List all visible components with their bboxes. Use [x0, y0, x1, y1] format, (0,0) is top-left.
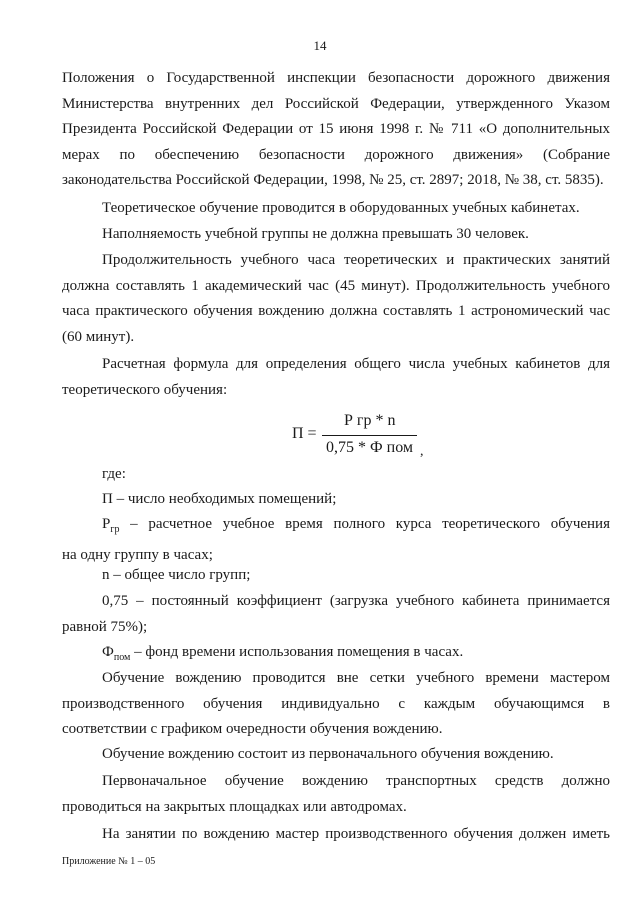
paragraph-legal-reference	[62, 66, 610, 194]
paragraph-formula-intro	[62, 352, 610, 403]
where-label: где:	[102, 466, 126, 482]
formula-lhs: П =	[292, 425, 317, 442]
paragraph-driving-composition: Обучение вождению состоит из первоначального обучения вождению.	[102, 746, 554, 762]
text-line: законодательства Российской Федерации, 1998, № 25, ст. 2897; 2018, № 38, ст. 5835).	[62, 172, 604, 189]
paragraph-theory-cabinets: Теоретическое обучение проводится в оборудованных учебных кабинетах.	[102, 200, 580, 216]
symbol-f: Ф	[102, 644, 114, 660]
text-line: теоретического обучения:	[62, 381, 228, 398]
formula-fraction-bar	[322, 435, 417, 436]
formula-comma: ,	[420, 444, 424, 459]
text-line: 0,75 – постоянный коэффициент (загрузка учебного кабинета принимается	[102, 593, 610, 609]
definition-group-time	[62, 512, 610, 568]
definition-rooms: П – число необходимых помещений;	[102, 491, 337, 507]
cabinet-count-formula	[292, 412, 442, 462]
paragraph-group-size: Наполняемость учебной группы не должна превышать 30 человек.	[102, 226, 529, 242]
formula-denominator: 0,75 * Ф пом	[326, 439, 414, 456]
formula-numerator: Р гр * n	[344, 412, 396, 429]
text-line: (60 минут).	[62, 328, 135, 345]
paragraph-driving-training	[62, 666, 610, 743]
paragraph-initial-training	[62, 769, 610, 820]
text-line: Продолжительность учебного часа теоретических и практических занятий	[102, 252, 610, 268]
paragraph-driving-lesson	[62, 822, 610, 848]
text-line: проводиться на закрытых площадках или автодромах.	[62, 798, 407, 815]
text-line: Президента Российской Федерации от 15 июня 1998 г. № 711 «О дополнительных	[62, 121, 610, 138]
text-line: Первоначальное обучение вождению транспортных средств должно	[102, 773, 610, 789]
text-line: производственного обучения индивидуально с каждым обучающимся в	[62, 695, 610, 712]
definition-groups: n – общее число групп;	[102, 567, 251, 583]
text-line: часа практического обучения вождению должна составлять 1 астрономический час	[62, 303, 610, 320]
symbol-subscript: гр	[110, 524, 120, 535]
paragraph-hour-duration	[62, 248, 610, 350]
text-line: Министерства внутренних дел Российской Федерации, утвержденного Указом	[62, 95, 610, 112]
text-line: на одну группу в часах;	[62, 546, 213, 563]
text-line: Положения о Государственной инспекции безопасности дорожного движения	[62, 70, 610, 86]
definition-coefficient	[62, 589, 610, 640]
text-line: мерах по обеспечению безопасности дорожного движения» (Собрание	[62, 146, 610, 163]
definition-text: – расчетное учебное время полного курса теоретического обучения	[119, 516, 610, 532]
symbol-subscript: пом	[113, 652, 131, 663]
symbol-p: Р	[102, 516, 111, 532]
page-number: 14	[313, 38, 327, 53]
text-line: соответствии с графиком очередности обучения вождению.	[62, 721, 443, 738]
text-line: должна составлять 1 академический час (45 минут). Продолжительность учебного	[62, 277, 610, 294]
text-line: На занятии по вождению мастер производственного обучения должен иметь	[102, 826, 610, 842]
text-line: равной 75%);	[62, 618, 148, 635]
footer-appendix-label: Приложение № 1 – 05	[62, 856, 156, 867]
text-line: Расчетная формула для определения общего числа учебных кабинетов для	[102, 356, 610, 372]
text-line	[62, 512, 610, 543]
text-line: Обучение вождению проводится вне сетки учебного времени мастером	[102, 670, 610, 686]
definition-text: – фонд времени использования помещения в часах.	[130, 644, 464, 660]
